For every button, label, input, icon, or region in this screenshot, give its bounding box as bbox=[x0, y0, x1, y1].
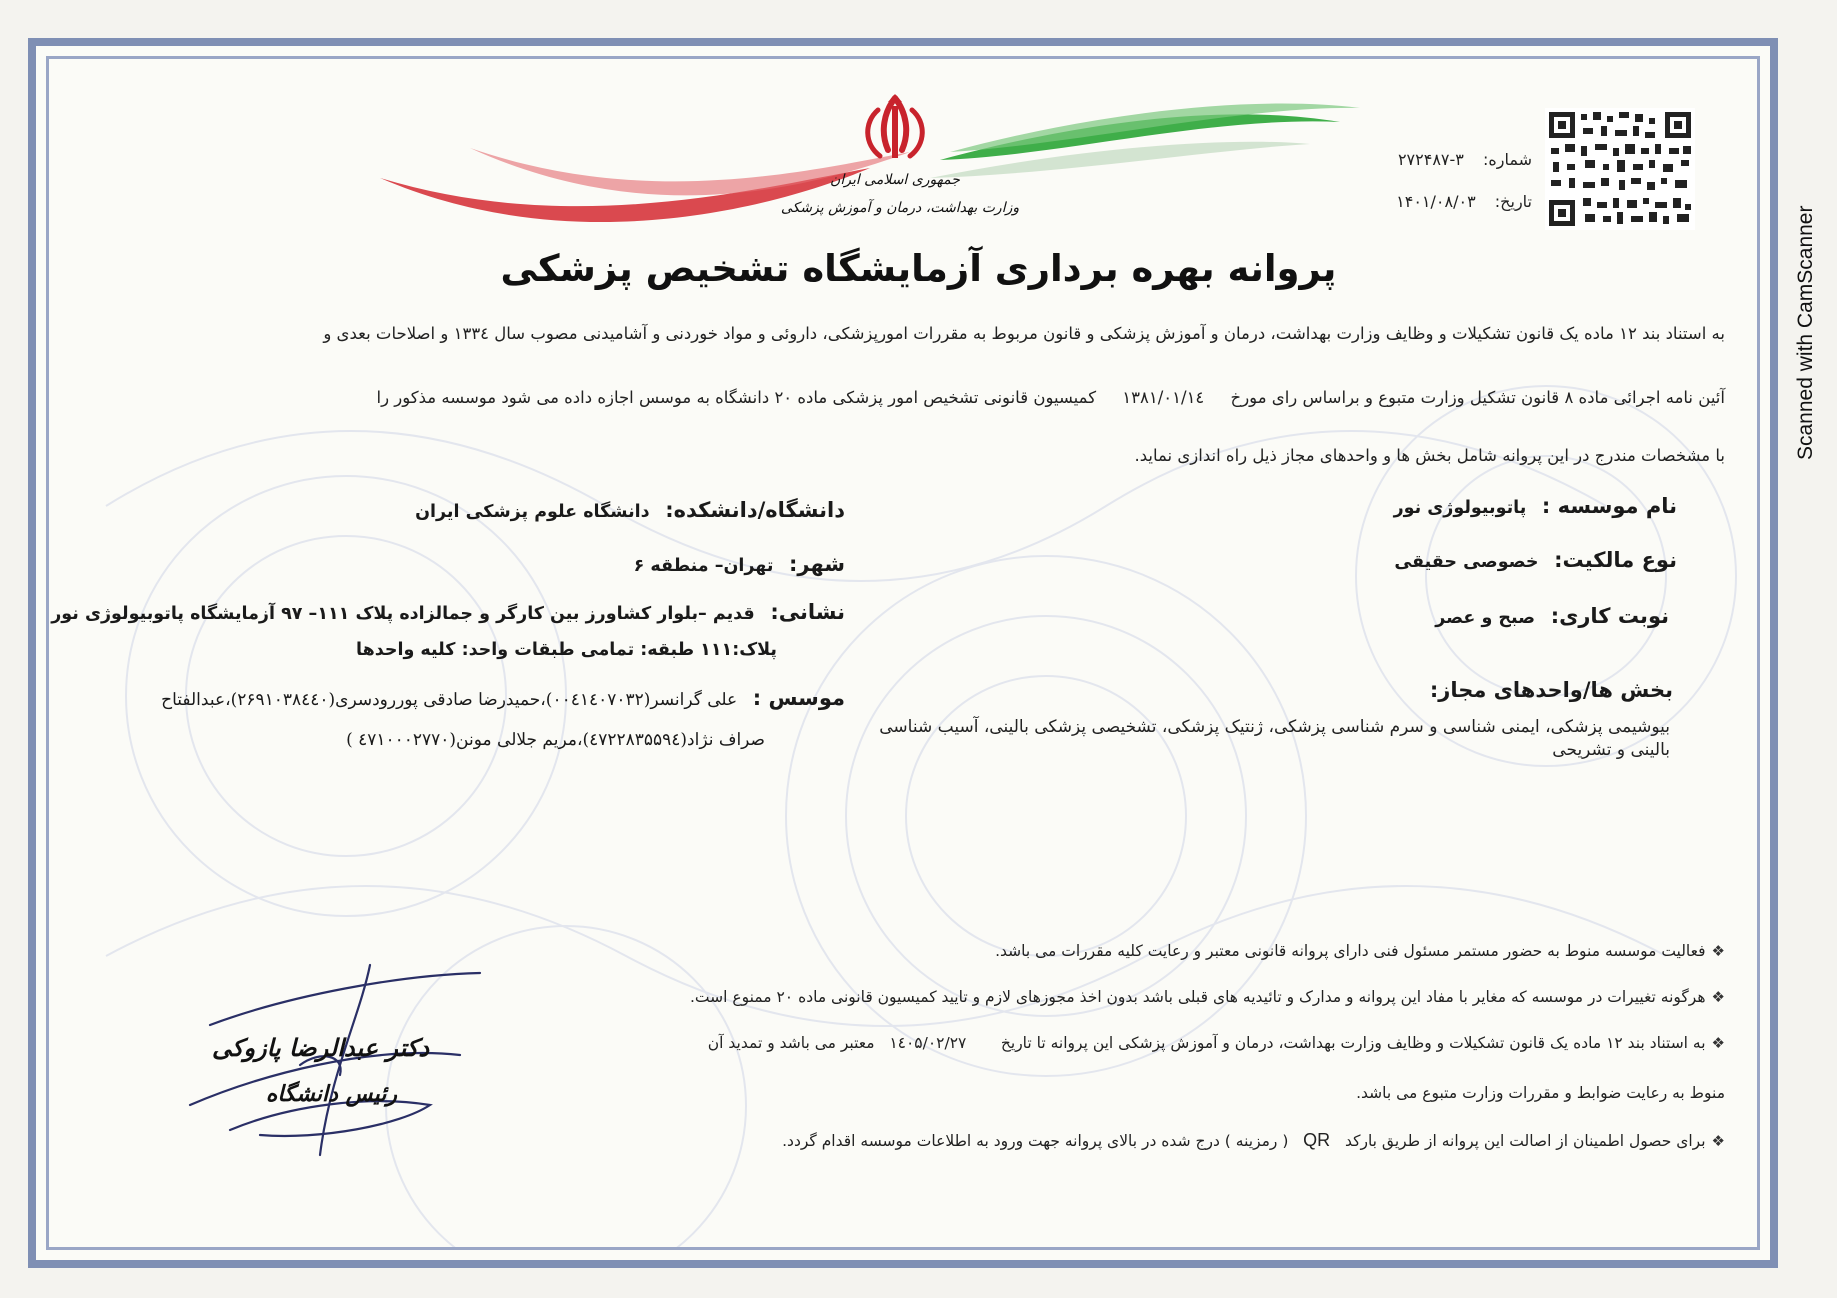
address-value: قدیم –بلوار کشاورز بین کارگر و جمالزاده پلاک ۱۱۱– ۹۷ آزمایشگاه پاتوبیولوژی نور bbox=[51, 604, 755, 624]
date-value: ۱۴۰۱/۰۸/۰۳ bbox=[1396, 192, 1476, 211]
note-5b-text: ( رمزینه ) درج شده در بالای پروانه جهت ورود به اطلاعات موسسه اقدام گردد. bbox=[782, 1132, 1289, 1150]
shift-value: صبح و عصر bbox=[1435, 608, 1536, 628]
intro-line-2-date: ۱۳۸۱/۰۱/۱٤ bbox=[1122, 388, 1205, 407]
note-4: منوط به رعایت ضوابط و مقررات وزارت متبوع می باشد. bbox=[1356, 1084, 1725, 1102]
departments-label: بخش ها/واحدهای مجاز: bbox=[1429, 678, 1673, 702]
intro-line-3: با مشخصات مندرج در این پروانه شامل بخش ها و واحدهای مجاز ذیل راه اندازی نماید. bbox=[1134, 446, 1725, 465]
institute-value: پاتوبیولوژی نور bbox=[1393, 498, 1527, 518]
bullet-icon: ❖ bbox=[1711, 988, 1725, 1006]
address-line-2-value: پلاک:۱۱۱ طبقه: تمامی طبقات واحد: کلیه واحدها bbox=[356, 640, 777, 660]
intro-line-1: به استناد بند ۱۲ ماده یک قانون تشکیلات و وظایف وزارت بهداشت، درمان و آموزش پزشکی و قانون مربوط به مقررات امورپزشکی، داروئی و مواد خوردنی و آشامیدنی مصوب سال ۱۳۳٤ و اصلاحات بعدی و bbox=[323, 324, 1725, 343]
signer-name: دکتر عبدالرضا پازوکی bbox=[212, 1034, 429, 1062]
note-1-text: فعالیت موسسه منوط به حضور مستمر مسئول فنی دارای پروانه قانونی معتبر و رعایت کلیه مقررات می باشد. bbox=[995, 942, 1706, 960]
address-label: نشانی: bbox=[770, 600, 845, 624]
departments-value: بیوشیمی پزشکی، ایمنی شناسی و سرم شناسی پزشکی، ژنتیک پزشکی، تشخیصی پزشکی بالینی، آسیب شناسی بالینی و تشریحی bbox=[879, 717, 1670, 760]
note-3a-text: به استناد بند ۱۲ ماده یک قانون تشکیلات و وظایف وزارت بهداشت، درمان و آموزش پزشکی این پروانه تا تاریخ bbox=[1000, 1034, 1706, 1052]
university-value: دانشگاه علوم پزشکی ایران bbox=[415, 502, 650, 522]
note-2-text: هرگونه تغییرات در موسسه که مغایر با مفاد این پروانه و مدارک و تائیدیه های قبلی باشد بدون اخذ مجوزهای لازم و تایید کمیسیون قانونی ماده ۲۰ ممنوع است. bbox=[689, 988, 1706, 1006]
city-value: تهران– منطقه ۶ bbox=[633, 556, 774, 576]
note-5a-text: برای حصول اطمینان از اصالت این پروانه از طریق بارکد bbox=[1344, 1132, 1706, 1150]
bullet-icon: ❖ bbox=[1711, 942, 1725, 960]
founders-label: موسس : bbox=[752, 686, 845, 710]
ownership-value: خصوصی حقیقی bbox=[1394, 552, 1539, 572]
ministry-line-2: وزارت بهداشت، درمان و آموزش پزشکی bbox=[780, 200, 1020, 216]
ownership-label: نوع مالکیت: bbox=[1554, 548, 1677, 572]
intro-line-2a: آئین نامه اجرائی ماده ۸ قانون تشکیل وزارت متبوع و براساس رای مورخ bbox=[1230, 388, 1725, 407]
city-label: شهر: bbox=[789, 552, 845, 576]
shift-label: نوبت کاری: bbox=[1550, 604, 1669, 628]
number-label: شماره: bbox=[1482, 150, 1532, 169]
number-value: ۳-۲۷۲۴۸۷ bbox=[1397, 150, 1464, 169]
note-5-qr: QR bbox=[1303, 1130, 1331, 1150]
university-label: دانشگاه/دانشکده: bbox=[665, 498, 845, 522]
certificate-title: پروانه بهره برداری آزمایشگاه تشخیص پزشکی bbox=[500, 247, 1337, 290]
intro-line-2b: کمیسیون قانونی تشخیص امور پزشکی ماده ۲۰ دانشگاه به موسس اجازه داده می شود موسسه مذکور را bbox=[376, 388, 1097, 407]
institute-label: نام موسسه : bbox=[1541, 494, 1677, 518]
ministry-line-1: جمهوری اسلامی ایران bbox=[830, 172, 960, 188]
bullet-icon: ❖ bbox=[1711, 1132, 1725, 1150]
founders-line-2: صراف نژاد(٤۷۲۲۸۳۵۵۹٤)،مریم جلالی مونن(٤۷۱۰۰۰۲۷۷۰ ) bbox=[346, 730, 765, 750]
date-label: تاریخ: bbox=[1494, 192, 1532, 211]
inner-border bbox=[46, 56, 1760, 1250]
bullet-icon: ❖ bbox=[1711, 1034, 1725, 1052]
founders-line-1: علی گرانسر(۰۰٤۱٤۰۷۰۳۲)،حمیدرضا صادقی پوررودسری(۲۶۹۱۰۳۸٤٤۰)،عبدالفتاح bbox=[161, 690, 738, 710]
scanner-label: Scanned with CamScanner bbox=[1794, 205, 1817, 460]
note-3b-text: معتبر می باشد و تمدید آن bbox=[707, 1034, 875, 1052]
signer-title: رئیس دانشگاه bbox=[265, 1082, 397, 1107]
note-3-date: ۱٤۰۵/۰۲/۲۷ bbox=[889, 1034, 967, 1052]
